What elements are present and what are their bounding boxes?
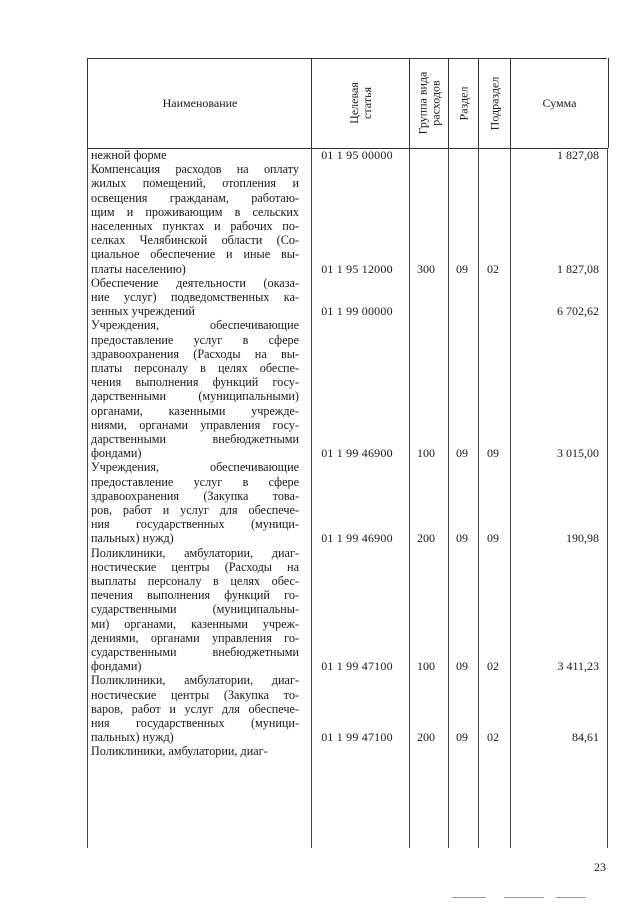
row-name-line: варов, работ и услуг для обеспече- bbox=[91, 701, 299, 716]
row-name-line: селках Челябинской области (Со- bbox=[91, 233, 299, 248]
page-number: 23 bbox=[594, 860, 606, 874]
row-subsection: 02 bbox=[487, 261, 499, 276]
row-sum: 190,98 bbox=[566, 531, 599, 546]
header-target-cell bbox=[311, 58, 410, 148]
row-sum: 3 015,00 bbox=[557, 446, 599, 461]
row-section: 09 bbox=[456, 446, 468, 461]
row-name-line: пальных) нужд) bbox=[91, 531, 174, 546]
row-name-line: щим и проживающим в сельских bbox=[91, 204, 299, 219]
row-code: 01 1 99 00000 bbox=[321, 304, 393, 319]
header-group-line-2: расходов bbox=[428, 80, 443, 126]
row-subsection: 09 bbox=[487, 446, 499, 461]
row-sum: 6 702,62 bbox=[557, 304, 599, 319]
row-code: 01 1 95 12000 bbox=[321, 261, 393, 276]
row-name-line: ниями, органами управления госу- bbox=[91, 417, 299, 432]
row-name bbox=[91, 460, 299, 545]
row-name-line: ния государственных (муници- bbox=[91, 716, 299, 730]
table-header bbox=[87, 58, 608, 149]
row-name-line: ми) органами, казенными учреж- bbox=[91, 616, 299, 631]
row-name-line: предоставление услуг в сфере bbox=[91, 332, 299, 347]
row-name-line: органами, казенными учрежде- bbox=[91, 403, 299, 418]
header-group-cell bbox=[409, 58, 449, 148]
row-section: 09 bbox=[456, 659, 468, 674]
row-group: 100 bbox=[417, 659, 435, 674]
row-sum: 1 827,08 bbox=[557, 261, 599, 276]
header-sum: Сумма bbox=[542, 95, 577, 110]
row-section: 09 bbox=[456, 531, 468, 546]
row-name bbox=[91, 162, 299, 276]
row-name-line: ние услуг) подведомственных ка- bbox=[91, 290, 299, 304]
row-name-line: сударственными внебюджетными bbox=[91, 645, 299, 660]
row-name-line: дарственными внебюджетными bbox=[91, 432, 299, 447]
row-name-line: Обеспечение деятельности (оказа- bbox=[91, 275, 299, 290]
row-name-line: дарственными (муниципальными) bbox=[91, 389, 299, 404]
row-subsection: 02 bbox=[487, 730, 499, 745]
scan-artifact bbox=[452, 897, 486, 898]
row-name bbox=[91, 673, 299, 744]
row-code: 01 1 99 46900 bbox=[321, 531, 393, 546]
row-section: 09 bbox=[456, 261, 468, 276]
row-name-line: зенных учреждений bbox=[91, 304, 195, 319]
row-name-line: Поликлиники, амбулатории, диаг- bbox=[91, 545, 299, 560]
row-code: 01 1 99 46900 bbox=[321, 446, 393, 461]
row-name-line: циальное обеспечение и иные вы- bbox=[91, 247, 299, 262]
header-name-cell bbox=[87, 58, 312, 148]
column-divider bbox=[607, 148, 608, 848]
row-name-line: освещения гражданам, работаю- bbox=[91, 190, 299, 205]
row-name-line: Поликлиники, амбулатории, диаг- bbox=[91, 744, 268, 759]
row-name-line: нежной форме bbox=[91, 148, 167, 162]
column-divider bbox=[87, 148, 88, 848]
row-name-line: здравоохранения (Закупка това- bbox=[91, 488, 299, 503]
scan-artifact bbox=[504, 897, 544, 898]
row-name-line: здравоохранения (Расходы на вы- bbox=[91, 346, 299, 361]
row-name bbox=[91, 318, 299, 460]
header-target-line-1: Целевая bbox=[346, 82, 361, 124]
row-group: 100 bbox=[417, 446, 435, 461]
row-sum: 84,61 bbox=[572, 730, 599, 745]
header-name: Наименование bbox=[162, 95, 238, 110]
row-name-line: платы персоналу в целях обеспе- bbox=[91, 361, 299, 375]
row-name-line: выплаты персоналу в целях обес- bbox=[91, 574, 299, 588]
header-subsection: Подраздел bbox=[487, 76, 502, 130]
row-sum: 3 411,23 bbox=[557, 659, 599, 674]
row-sum: 1 827,08 bbox=[557, 148, 599, 162]
row-name-line: жилых помещений, отопления и bbox=[91, 176, 299, 191]
row-name-line: чения выполнения функций госу- bbox=[91, 375, 299, 390]
row-section: 09 bbox=[456, 730, 468, 745]
header-section-cell bbox=[448, 58, 479, 148]
row-code: 01 1 99 47100 bbox=[321, 730, 393, 745]
row-name-line: ностические центры (Расходы на bbox=[91, 559, 299, 574]
row-code: 01 1 95 00000 bbox=[321, 148, 393, 162]
header-group-line-1: Группа вида bbox=[415, 71, 430, 135]
header-target bbox=[348, 82, 374, 124]
row-name-line: фондами) bbox=[91, 446, 142, 461]
row-name bbox=[91, 276, 299, 319]
row-name bbox=[91, 744, 299, 758]
row-name-line: Поликлиники, амбулатории, диаг- bbox=[91, 673, 299, 688]
row-name-line: ния государственных (муници- bbox=[91, 517, 299, 532]
row-name bbox=[91, 148, 299, 162]
row-name-line: ностические центры (Закупка то- bbox=[91, 687, 299, 702]
row-name-line: дениями, органами управления го- bbox=[91, 630, 299, 645]
row-name-line: пальных) нужд) bbox=[91, 730, 174, 745]
header-target-line-2: статья bbox=[359, 87, 374, 119]
row-name-line: печения выполнения функций го- bbox=[91, 588, 299, 603]
header-group bbox=[417, 72, 443, 135]
row-group: 300 bbox=[417, 261, 435, 276]
row-subsection: 09 bbox=[487, 531, 499, 546]
row-name-line: ров, работ и услуг для обеспече- bbox=[91, 503, 299, 517]
row-group: 200 bbox=[417, 531, 435, 546]
header-subsection-cell bbox=[478, 58, 511, 148]
row-name-line: Учреждения, обеспечивающие bbox=[91, 460, 299, 475]
row-name-line: Учреждения, обеспечивающие bbox=[91, 318, 299, 333]
row-name-line: платы населению) bbox=[91, 261, 186, 276]
row-subsection: 02 bbox=[487, 659, 499, 674]
row-group: 200 bbox=[417, 730, 435, 745]
row-code: 01 1 99 47100 bbox=[321, 659, 393, 674]
scan-artifact bbox=[556, 897, 586, 898]
row-name-line: фондами) bbox=[91, 659, 142, 674]
header-sum-cell bbox=[510, 58, 609, 148]
row-name-line: сударственными (муниципальны- bbox=[91, 602, 299, 617]
row-name-line: предоставление услуг в сфере bbox=[91, 474, 299, 489]
row-name-line: Компенсация расходов на оплату bbox=[91, 162, 299, 177]
row-name-line: населенных пунктах и рабочих по- bbox=[91, 219, 299, 233]
row-name bbox=[91, 546, 299, 674]
header-section: Раздел bbox=[456, 86, 471, 120]
